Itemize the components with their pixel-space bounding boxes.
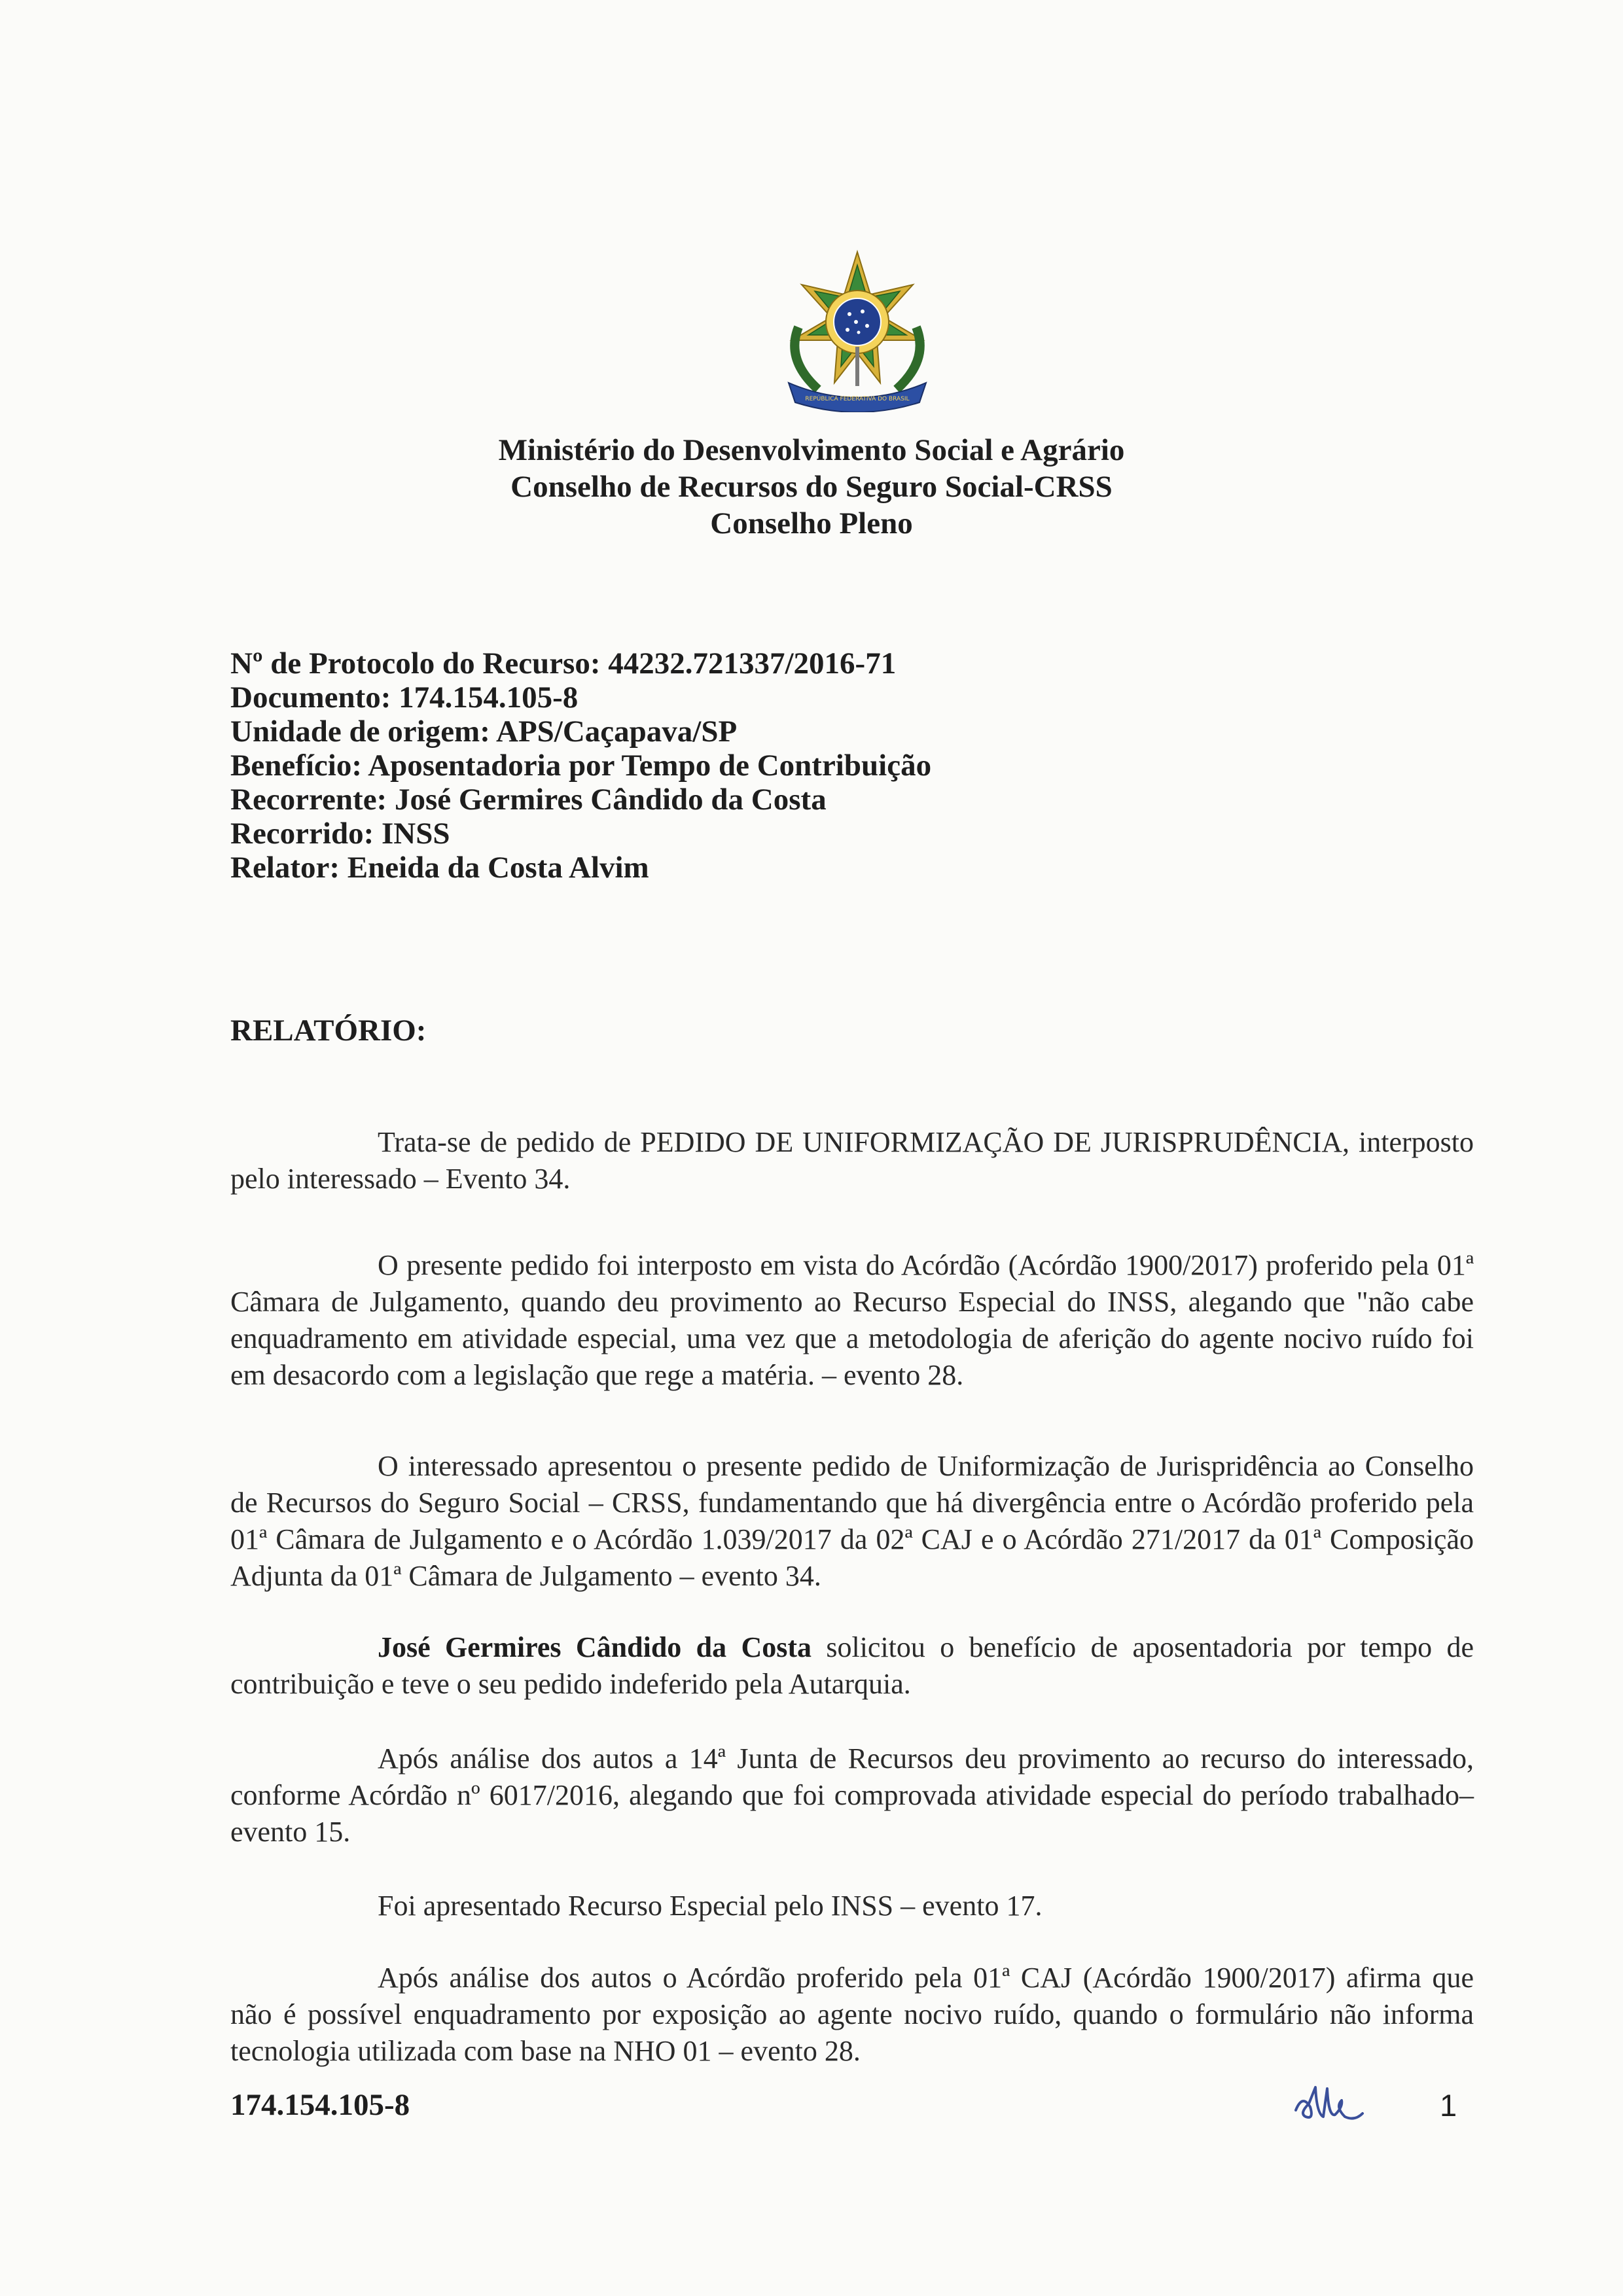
appellant-name: José Germires Cândido da Costa — [378, 1631, 812, 1663]
coat-ribbon-text: REPÚBLICA FEDERATIVA DO BRASIL — [805, 396, 910, 402]
paragraph-7: Após análise dos autos o Acórdão proferido pela 01ª CAJ (Acórdão 1900/2017) afirma que não é possível enquadramento por exposição ao agente nocivo ruído, quando o formulário não informa tecnologia utilizada com base na NHO 01 – evento 28. — [230, 1962, 1474, 2067]
origin-unit: Unidade de origem: APS/Caçapava/SP — [230, 715, 738, 749]
ministry-name: Ministério do Desenvolvimento Social e Agrário — [498, 433, 1125, 467]
paragraph-2: O presente pedido foi interposto em vista do Acórdão (Acórdão 1900/2017) proferido pela 01ª Câmara de Julgamento, quando deu provimento ao Recurso Especial do INSS, alegando que "não cabe enquadramento em atividade especial, uma vez que a metodologia de aferição do agente nocivo ruído foi em desacordo com a legislação que rege a matéria. – evento 28. — [230, 1249, 1474, 1391]
rapporteur: Relator: Eneida da Costa Alvim — [230, 851, 649, 885]
brazil-coat-of-arms-icon — [772, 249, 942, 412]
paragraph-3: O interessado apresentou o presente pedido de Uniformização de Jurispridência ao Conselho de Recursos do Seguro Social – CRSS, fundamentando que há divergência entre o Acórdão proferido pela 01ª Câmara de Julgamento e o Acórdão 1.039/2017 da 02ª CAJ e o Acórdão 271/2017 da 01ª Composição Adjunta da 01ª Câmara de Julgamento – evento 34. — [230, 1450, 1474, 1592]
appellee: Recorrido: INSS — [230, 817, 450, 851]
footer-document-number: 174.154.105-8 — [230, 2088, 410, 2122]
header-block — [0, 432, 1623, 542]
paragraph-6: Foi apresentado Recurso Especial pelo INSS – evento 17. — [378, 1890, 1043, 1922]
benefit-type: Benefício: Aposentadoria por Tempo de Contribuição — [230, 749, 932, 783]
paragraph-5: Após análise dos autos a 14ª Junta de Recursos deu provimento ao recurso do interessado, conforme Acórdão nº 6017/2016, alegando que foi comprovada atividade especial do período trabalhado– evento 15. — [230, 1742, 1474, 1848]
paragraph-1: Trata-se de pedido de PEDIDO DE UNIFORMIZAÇÃO DE JURISPRUDÊNCIA, interposto pelo interessado – Evento 34. — [230, 1126, 1474, 1195]
paragraph-4-text: solicitou o benefício de aposentadoria por tempo de contribuição e teve o seu pedido indeferido pela Autarquia. — [230, 1631, 1474, 1700]
appellant: Recorrente: José Germires Cândido da Costa — [230, 783, 827, 817]
page-number: 1 — [1440, 2088, 1457, 2123]
council-body: Conselho Pleno — [710, 506, 913, 540]
document-number: Documento: 174.154.105-8 — [230, 680, 579, 715]
paragraph-4 — [230, 1629, 1474, 1703]
handwritten-initials-signature — [1289, 2081, 1368, 2133]
council-name: Conselho de Recursos do Seguro Social-CRSS — [510, 470, 1113, 504]
case-metadata — [230, 646, 1474, 885]
protocol-number: Nº de Protocolo do Recurso: 44232.721337/2016-71 — [230, 646, 897, 680]
section-title: RELATÓRIO: — [230, 1014, 427, 1048]
